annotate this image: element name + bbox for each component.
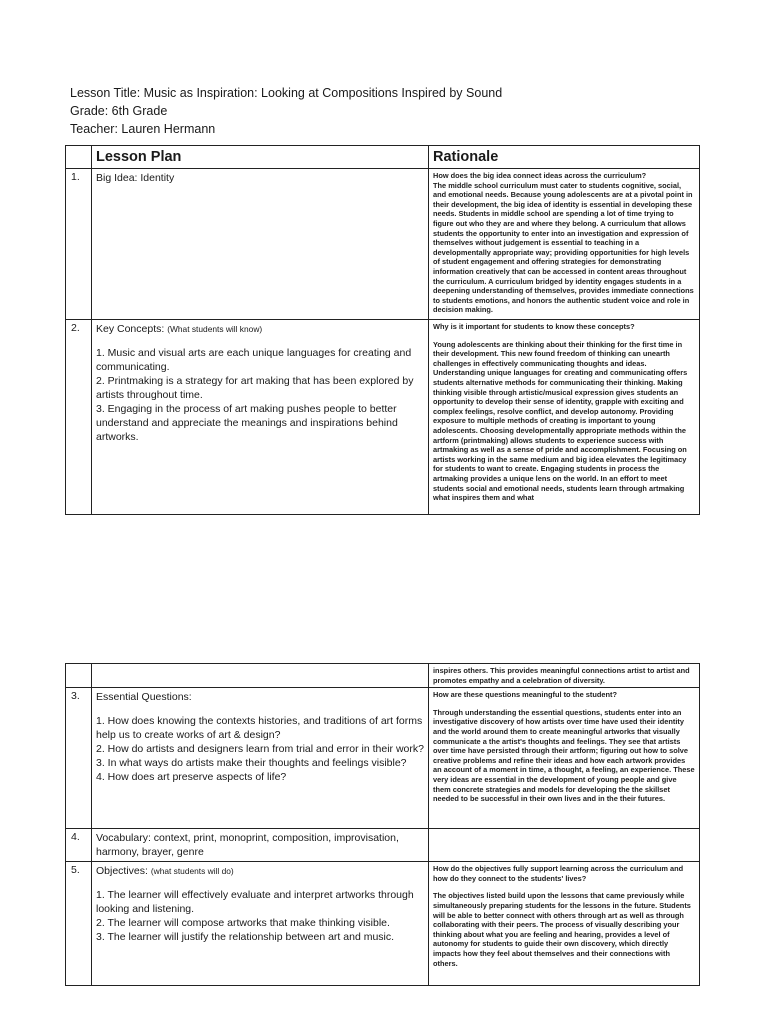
rationale-question: Why is it important for students to know these concepts? [433,322,635,331]
objectives-label: Objectives: [96,865,151,878]
table-row [66,688,700,829]
essential-question-item: 3. In what ways do artists make their thoughts and feelings visible? [96,757,407,770]
rationale-cell [429,320,700,515]
essential-question-item: 4. How does art preserve aspects of life? [96,771,287,784]
key-concept-item: 3. Engaging in the process of art making pushes people to better understand and appreciate the meanings and inspirations behind artworks. [96,403,398,443]
rationale-header: Rationale [429,146,700,169]
table-row [66,862,700,986]
rationale-cell [429,169,700,320]
row-number: 5. [66,862,92,986]
key-concepts-cell [92,320,429,515]
rationale-text: The objectives listed build upon the lessons that came previously while simultaneously preparing students for the lessons in the future. Students will be able to better connect with others through art as well as through collaborating with their peers. The process of visually describing your thinking about what you are feeling and hearing, provides a level of autonomy for students to guide their own discovery, which directly impacts how they feel about themselves and their connections with others. [433,891,691,968]
rationale-question: How are these questions meaningful to the student? [433,690,617,700]
row-number [66,664,92,688]
rationale-question: How does the big idea connect ideas across the curriculum? [433,171,647,180]
objective-item: 3. The learner will justify the relationship between art and music. [96,931,395,944]
lesson-title: Lesson Title: Music as Inspiration: Looking at Compositions Inspired by Sound [70,86,503,100]
table-header-row [66,146,700,169]
rationale-text: Young adolescents are thinking about their thinking for the first time in their development. This new found freedom of thinking can unearth challenges in effectively communicating thoughts and ideas. Understanding unique languages for creating and communicating offers students alternative methods for communicating their thinking. Making thinking visible through artistic/musical expression gives students an opportunity to develop their sense of identity, grapple with exciting and complex feelings, resolve conflict, and develop autonomy. Providing exposure to multiple methods of creating is important to young adolescents. Choosing developmentally appropriate methods within the artform (printmaking) allows students to experience success with artmaking as well as a sense of pride and accomplishment. Focusing on artists working in the same medium and big idea elevates the legitimacy for students to want to create. Engaging students in process the artmaking provides a unique lens on the world. In an effort to meet students social and emotional needs, students learn through artmaking what inspires them and what [433,339,688,503]
objective-item: 2. The learner will compose artworks that make thinking visible. [96,917,390,930]
lesson-plan-table-page2 [65,663,700,986]
rationale-continuation: inspires others. This provides meaningful connections artist to artist and promotes empathy and a celebration of diversity. [429,664,700,688]
key-concept-item: 2. Printmaking is a strategy for art making that has been explored by artists throughout time. [96,375,414,401]
key-concepts-note: (What students will know) [167,324,263,334]
number-header-cell [66,146,92,169]
objectives-cell [92,862,429,986]
rationale-text: The middle school curriculum must cater to students cognitive, social, and emotional needs. Because young adolescents are at a pivotal point in their development, the big idea of identity is essential in developing these needs. Students in middle school are spending a lot of time trying to figure out who they are and where they belong. A curriculum that allows students the opportunity to enter into an investigation and expression of themselves without judgement is essential to teaching in a developmentally appropriate way; providing opportunities for high levels of student engagement and offering strategies for demonstrating information creatively that can be accessed in content areas throughout the curriculum. A curriculum bridged by identity engages students in a deepening understanding of themselves, provides immediate connections to students emotions, and honors the authentic student voice and role in decision making. [433,180,694,315]
lesson-plan-cell [92,664,429,688]
row-number: 3. [66,688,92,829]
essential-questions-label: Essential Questions: [96,691,192,704]
key-concept-item: 1. Music and visual arts are each unique languages for creating and communicating. [96,347,412,373]
document-header [70,84,502,138]
table-row [66,169,700,320]
row-number: 2. [66,320,92,515]
table-row [66,664,700,688]
grade-line: Grade: 6th Grade [70,104,168,118]
big-idea-cell: Big Idea: Identity [92,169,429,320]
row-number: 4. [66,829,92,862]
key-concepts-label: Key Concepts: [96,323,168,335]
essential-question-item: 1. How does knowing the contexts histories, and traditions of art forms help us to create works of art & design? [96,715,423,742]
essential-question-item: 2. How do artists and designers learn from trial and error in their work? [96,743,424,756]
row-number: 1. [66,169,92,320]
table-row [66,320,700,515]
lesson-plan-header: Lesson Plan [92,146,429,169]
rationale-cell [429,862,700,986]
table-row [66,829,700,862]
lesson-plan-table-page1 [65,145,700,515]
rationale-question: How do the objectives fully support learning across the curriculum and how do they connect to the students' lives? [433,864,684,883]
essential-questions-cell [92,688,429,829]
vocabulary-cell: Vocabulary: context, print, monoprint, composition, improvisation, harmony, brayer, genre [92,829,429,862]
objectives-note: (what students will do) [150,866,234,877]
objective-item: 1. The learner will effectively evaluate and interpret artworks through looking and listening. [96,889,414,916]
rationale-cell [429,829,700,862]
rationale-cell [429,688,700,829]
teacher-line: Teacher: Lauren Hermann [70,122,216,136]
rationale-text: Through understanding the essential questions, students enter into an investigative discovery of how artists over time have used their identity and the world around them to create meaningful artworks that visually communicate a the artist's thoughts and feelings. They see that artists over time have persisted through their artform; figuring out how to solve creative problems and refine their ideas and how each artwork provides an account of a moment in time, a thought, a feeling, an experience. These very ideas are essential in the development of young people and give them concrete strategies and models for developing the the skillset needed to be successful in their own lives and in the their futures. [433,707,695,804]
